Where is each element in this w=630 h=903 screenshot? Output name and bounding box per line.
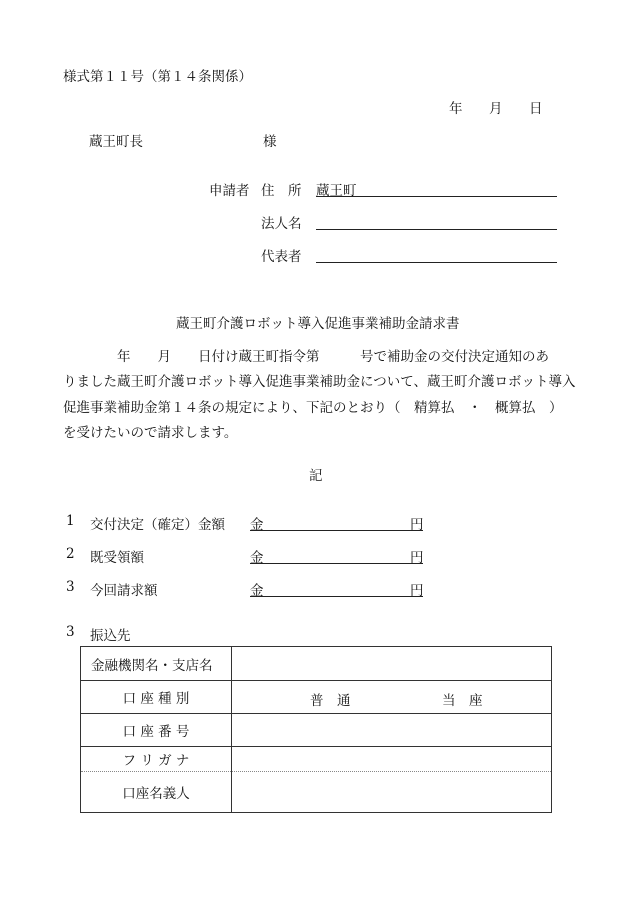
furigana-label: フ リ ガ ナ: [81, 747, 232, 772]
address-underline: [316, 196, 557, 197]
table-row: [81, 772, 552, 813]
address-field[interactable]: 蔵王町: [316, 183, 357, 199]
account-type-option-current[interactable]: 当 座: [442, 693, 483, 709]
addressee-honorific: 様: [263, 134, 277, 150]
body-line: 促進事業補助金第１４条の規定により、下記のとおり（ 精算払 ・ 概算払 ）: [63, 400, 563, 416]
table-row: [81, 681, 552, 714]
representative-label: 代表者: [261, 249, 302, 265]
transfer-number: 3: [66, 624, 75, 640]
date-year-label: 年: [449, 101, 463, 117]
date-month-label: 月: [489, 101, 503, 117]
amount-prefix: 金: [250, 517, 264, 533]
table-row: [81, 747, 552, 772]
amount-prefix: 金: [250, 583, 264, 599]
table-row: [81, 714, 552, 747]
item-label-claim-amount: 今回請求額: [90, 583, 158, 599]
bank-account-table: [80, 646, 552, 813]
body-line: 年 月 日付け蔵王町指令第 号で補助金の交付決定通知のあ: [63, 349, 549, 365]
transfer-heading: 振込先: [90, 628, 131, 644]
applicant-label: 申請者: [209, 183, 250, 199]
received-amount-field[interactable]: [250, 563, 423, 564]
item-number: 3: [66, 579, 75, 595]
representative-underline: [316, 262, 557, 263]
account-number-field[interactable]: [232, 714, 552, 747]
corp-name-label: 法人名: [261, 216, 302, 232]
item-number: 1: [66, 513, 75, 529]
amount-suffix: 円: [410, 517, 424, 533]
body-line: を受けたいので請求します。: [63, 425, 238, 441]
amount-suffix: 円: [410, 583, 424, 599]
account-type-option-ordinary[interactable]: 普 通: [310, 693, 351, 709]
granted-amount-field[interactable]: [250, 530, 423, 531]
claim-amount-field[interactable]: [250, 596, 423, 597]
form-number: 様式第１１号（第１４条関係）: [63, 69, 252, 85]
addressee-name: 蔵王町長: [89, 134, 143, 150]
amount-suffix: 円: [410, 550, 424, 566]
bank-name-label: 金融機関名・支店名: [81, 647, 232, 681]
date-day-label: 日: [529, 101, 543, 117]
item-label-received-amount: 既受領額: [90, 550, 144, 566]
item-number: 2: [66, 546, 75, 562]
amount-prefix: 金: [250, 550, 264, 566]
document-title: 蔵王町介護ロボット導入促進事業補助金請求書: [176, 316, 460, 332]
furigana-field[interactable]: [232, 747, 552, 772]
account-holder-label: 口座名義人: [81, 772, 232, 813]
body-line: りました蔵王町介護ロボット導入促進事業補助金について、蔵王町介護ロボット導入: [63, 374, 576, 390]
item-label-granted-amount: 交付決定（確定）金額: [90, 517, 225, 533]
account-holder-field[interactable]: [232, 772, 552, 813]
corp-name-underline: [316, 229, 557, 230]
account-type-field[interactable]: [232, 681, 552, 714]
account-type-label: 口 座 種 別: [81, 681, 232, 714]
address-label: 住 所: [261, 183, 302, 199]
ki-heading: 記: [309, 468, 323, 484]
bank-name-field[interactable]: [232, 647, 552, 681]
table-row: [81, 647, 552, 681]
account-number-label: 口 座 番 号: [81, 714, 232, 747]
